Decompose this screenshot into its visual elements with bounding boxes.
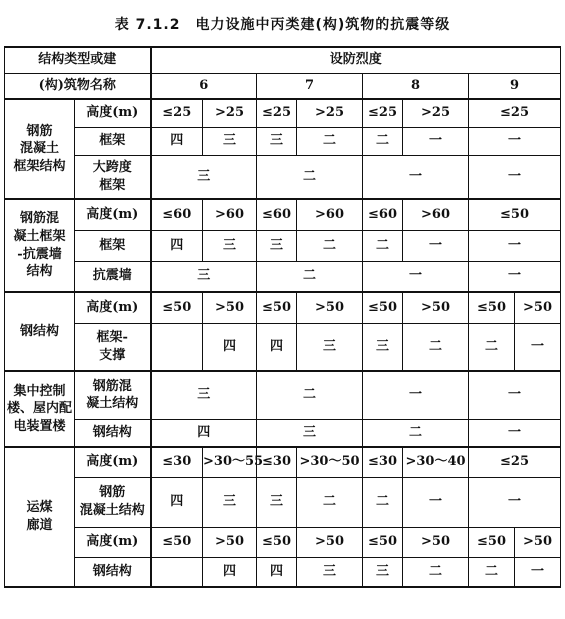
table-cell: >50: [403, 527, 469, 557]
table-cell: ≤50: [257, 527, 297, 557]
table-cell: ≤25: [363, 99, 403, 127]
table-cell: 二: [297, 230, 363, 261]
table-cell: ≤30: [363, 447, 403, 477]
table-cell: ≤60: [151, 199, 203, 230]
table-cell: 三: [203, 477, 257, 527]
table-title: 表 7.1.2 电力设施中丙类建(构)筑物的抗震等级: [114, 17, 451, 33]
table-cell: 四: [203, 557, 257, 587]
table-cell: >50: [203, 527, 257, 557]
control-steel-label: 钢结构: [75, 419, 151, 447]
table-cell: 三: [151, 261, 257, 292]
table-cell: ≤30: [151, 447, 203, 477]
rc-frame-frame-label: 框架: [75, 127, 151, 155]
rc-frame-height-label: 高度(m): [75, 99, 151, 127]
table-cell: ≤25: [151, 99, 203, 127]
table-cell: >60: [403, 199, 469, 230]
table-cell: 四: [257, 323, 297, 371]
table-cell: 四: [151, 230, 203, 261]
table-cell: 三: [151, 155, 257, 199]
table-cell: ≤25: [469, 447, 561, 477]
table-cell: >30～40: [403, 447, 469, 477]
table-cell: 一: [515, 323, 561, 371]
table-cell: 二: [363, 230, 403, 261]
table-cell: ≤50: [151, 527, 203, 557]
corridor-height1-label: 高度(m): [75, 447, 151, 477]
table-cell: ≤50: [363, 292, 403, 323]
table-cell: 一: [469, 419, 561, 447]
table-cell: 一: [403, 230, 469, 261]
table-cell: [151, 323, 203, 371]
table-cell: 四: [151, 419, 257, 447]
table-cell: 一: [469, 230, 561, 261]
table-cell: >25: [203, 99, 257, 127]
rc-wall-name: 钢筋混 凝土框架 -抗震墙 结构: [5, 199, 75, 292]
table-cell: 一: [469, 477, 561, 527]
table-cell: 三: [257, 230, 297, 261]
rc-wall-frame-label: 框架: [75, 230, 151, 261]
table-cell: 二: [363, 477, 403, 527]
table-cell: ≤25: [469, 99, 561, 127]
table-cell: >50: [203, 292, 257, 323]
corridor-steel-label: 钢结构: [75, 557, 151, 587]
table-cell: >25: [403, 99, 469, 127]
table-cell: >25: [297, 99, 363, 127]
table-cell: 四: [203, 323, 257, 371]
corridor-name: 运煤 廊道: [5, 447, 75, 587]
table-cell: 三: [297, 323, 363, 371]
table-cell: >50: [297, 527, 363, 557]
table-cell: 二: [403, 557, 469, 587]
table-cell: 一: [469, 371, 561, 419]
table-cell: 二: [469, 323, 515, 371]
table-cell: >50: [515, 292, 561, 323]
table-cell: 一: [515, 557, 561, 587]
table-cell: 一: [403, 477, 469, 527]
steel-name: 钢结构: [5, 292, 75, 371]
table-cell: 三: [257, 419, 363, 447]
table-cell: 一: [363, 371, 469, 419]
table-cell: 三: [363, 323, 403, 371]
seismic-grade-table: [4, 46, 561, 588]
table-cell: 一: [469, 155, 561, 199]
table-cell: 一: [363, 261, 469, 292]
table-cell: 二: [297, 477, 363, 527]
table-cell: >50: [515, 527, 561, 557]
table-cell: ≤50: [469, 527, 515, 557]
table-cell: 二: [469, 557, 515, 587]
header-level-6: 6: [151, 73, 257, 99]
steel-height-label: 高度(m): [75, 292, 151, 323]
table-cell: ≤50: [469, 199, 561, 230]
header-struct-type-line1: 结构类型或建: [5, 47, 151, 73]
header-level-9: 9: [469, 73, 561, 99]
table-cell: 一: [469, 127, 561, 155]
table-cell: 四: [257, 557, 297, 587]
control-rc-label: 钢筋混 凝土结构: [75, 371, 151, 419]
corridor-height2-label: 高度(m): [75, 527, 151, 557]
table-cell: 二: [363, 419, 469, 447]
table-cell: 三: [151, 371, 257, 419]
table-cell: ≤25: [257, 99, 297, 127]
table-cell: 二: [257, 155, 363, 199]
control-name: 集中控制 楼、屋内配 电装置楼: [5, 371, 75, 447]
steel-brace-label: 框架- 支撑: [75, 323, 151, 371]
rc-wall-wall-label: 抗震墙: [75, 261, 151, 292]
table-cell: >60: [203, 199, 257, 230]
table-cell: 三: [257, 477, 297, 527]
header-intensity: 设防烈度: [151, 47, 561, 73]
table-cell: ≤30: [257, 447, 297, 477]
table-cell: 二: [257, 261, 363, 292]
table-cell: 四: [151, 477, 203, 527]
table-cell: ≤60: [257, 199, 297, 230]
header-level-8: 8: [363, 73, 469, 99]
table-cell: >30～55: [203, 447, 257, 477]
table-cell: >50: [403, 292, 469, 323]
table-cell: ≤50: [363, 527, 403, 557]
table-cell: >50: [297, 292, 363, 323]
table-cell: 三: [203, 230, 257, 261]
table-cell: 三: [363, 557, 403, 587]
table-cell: 三: [203, 127, 257, 155]
rc-frame-name: 钢筋 混凝土 框架结构: [5, 99, 75, 199]
table-cell: 二: [297, 127, 363, 155]
header-struct-type-line2: (构)筑物名称: [5, 73, 151, 99]
table-cell: 一: [403, 127, 469, 155]
table-cell: [151, 557, 203, 587]
rc-frame-span-label: 大跨度 框架: [75, 155, 151, 199]
table-cell: 三: [297, 557, 363, 587]
table-cell: 三: [257, 127, 297, 155]
table-cell: >30～50: [297, 447, 363, 477]
table-cell: ≤50: [151, 292, 203, 323]
table-cell: ≤50: [469, 292, 515, 323]
header-level-7: 7: [257, 73, 363, 99]
table-cell: 二: [363, 127, 403, 155]
table-cell: 二: [257, 371, 363, 419]
table-cell: ≤60: [363, 199, 403, 230]
table-cell: 一: [469, 261, 561, 292]
rc-wall-height-label: 高度(m): [75, 199, 151, 230]
table-cell: ≤50: [257, 292, 297, 323]
table-cell: 一: [363, 155, 469, 199]
table-cell: 二: [403, 323, 469, 371]
corridor-rc-label: 钢筋 混凝土结构: [75, 477, 151, 527]
table-cell: 四: [151, 127, 203, 155]
table-cell: >60: [297, 199, 363, 230]
